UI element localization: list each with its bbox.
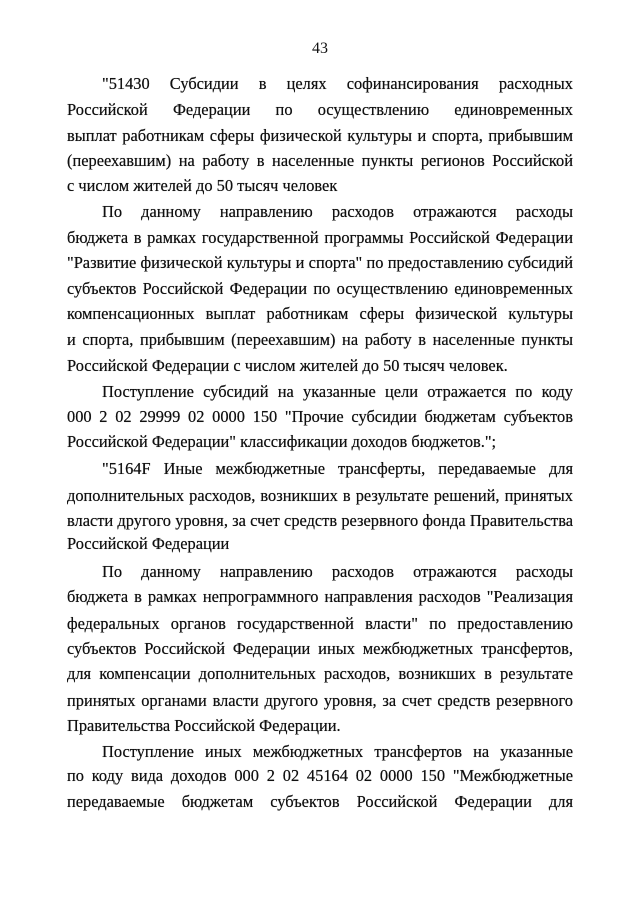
paragraph-first-line: По данному направлению расходов отражаются расходы [102,562,573,581]
paragraph-first-line: По данному направлению расходов отражаются расходы [102,202,573,221]
paragraph-line: бюджета в рамках государственной программы Российской Федерации [67,228,573,247]
paragraph-line: субъектов Российской Федерации иных межбюджетных трансфертов, [67,639,573,658]
paragraph-first-line: Поступление субсидий на указанные цели отражается по коду [102,382,573,401]
paragraph-line: и спорта, прибывшим (переехавшим) на работу в населенные пункты [67,330,573,349]
paragraph-line: с числом жителей до 50 тысяч человек [67,176,338,195]
paragraph-line: Правительства Российской Федерации. [67,716,341,735]
paragraph-first-line: Поступление иных межбюджетных трансфертов на указанные [102,742,573,761]
paragraph-line: компенсационных выплат работникам сферы физической культуры [67,304,573,323]
paragraph-line: выплат работникам сферы физической культуры и спорта, прибывшим [67,126,573,145]
paragraph-line: "Развитие физической культуры и спорта" по предоставлению субсидий [67,253,573,272]
paragraph-line: власти другого уровня, за счет средств резервного фонда Правительства [67,511,573,530]
paragraph-line: Российской Федерации по осуществлению единовременных [67,100,573,119]
paragraph-line: федеральных органов государственной власти" по предоставлению [67,614,573,633]
paragraph-line: субъектов Российской Федерации по осуществлению единовременных [67,279,573,298]
paragraph-line: Российской Федерации" классификации доходов бюджетов."; [67,432,497,451]
paragraph-first-line: "5164F Иные межбюджетные трансферты, передаваемые для [102,459,573,478]
paragraph-first-line: "51430 Субсидии в целях софинансирования расходных [102,74,573,93]
paragraph-line: по коду вида доходов 000 2 02 45164 02 0000 150 "Межбюджетные [67,766,573,785]
paragraph-line: бюджета в рамках непрограммного направления расходов "Реализация [67,587,573,606]
paragraph-line: (переехавшим) на работу в населенные пункты регионов Российской [67,151,573,170]
paragraph-line: 000 2 02 29999 02 0000 150 "Прочие субсидии бюджетам субъектов [67,407,573,426]
page-number: 43 [312,40,328,57]
paragraph-line: для компенсации дополнительных расходов, возникших в результате [67,664,573,683]
paragraph-line: дополнительных расходов, возникших в результате решений, принятых [67,486,573,505]
paragraph-line: передаваемые бюджетам субъектов Российской Федерации для [67,792,573,811]
paragraph-line: Российской Федерации с числом жителей до 50 тысяч человек. [67,356,508,375]
paragraph-line: Российской Федерации [67,534,230,553]
paragraph-line: принятых органами власти другого уровня, за счет средств резервного [67,691,573,710]
